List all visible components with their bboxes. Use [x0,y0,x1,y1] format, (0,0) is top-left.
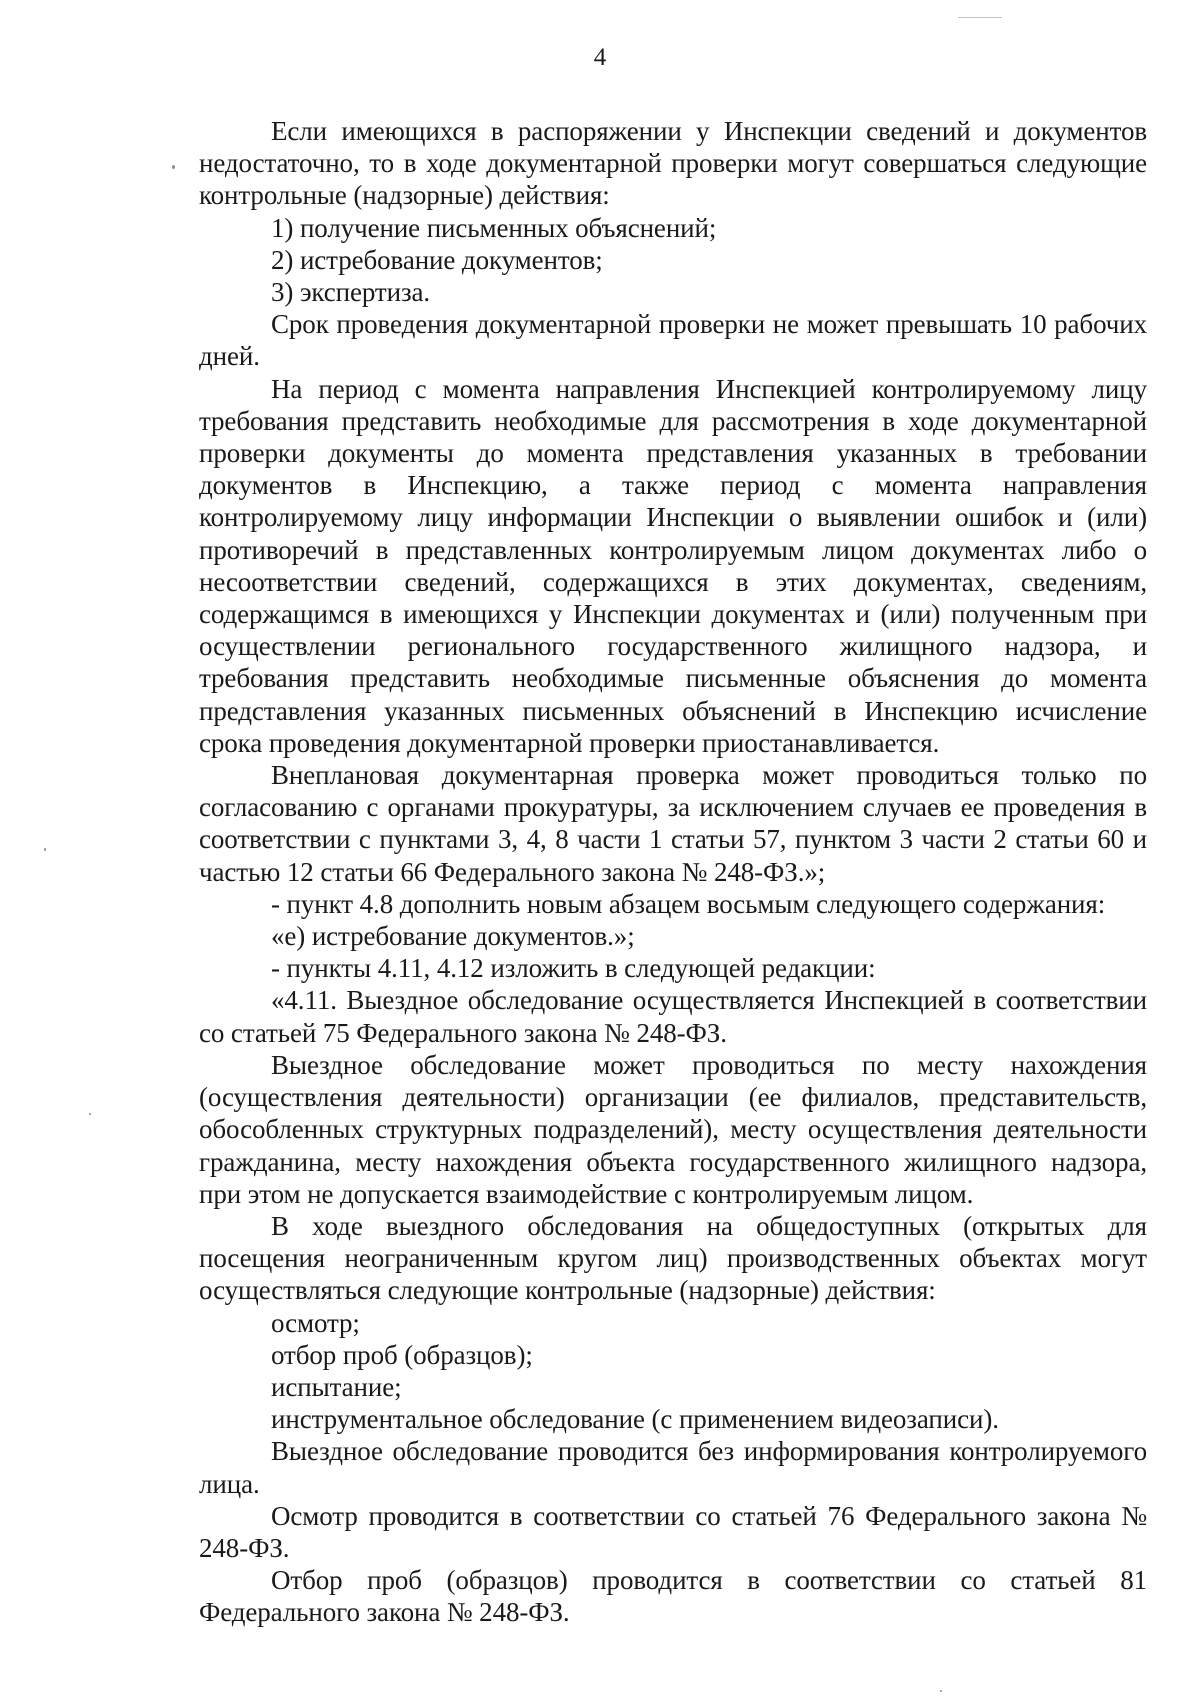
list-item: - пункт 4.8 дополнить новым абзацем восьмым следующего содержания: [271,888,1106,919]
paragraph: Внеплановая документарная проверка может проводиться только по согласованию с органами прокуратуры, за исключением случаев ее проведения в соответствии с пунктами 3, 4, 8 части 1 статьи 57, пунктом 3 части 2 статьи 60 и частью 12 статьи 66 Федерального закона № 248-ФЗ.»; [199,760,1147,887]
paragraph: Выездное обследование проводится без информирования контролируемого лица. [199,1436,1147,1499]
list-item: испытание; [271,1371,402,1402]
list-item: 3) экспертиза. [271,277,431,308]
paragraph: Осмотр проводится в соответствии со статьей 76 Федерального закона № 248-ФЗ. [199,1500,1147,1563]
paragraph: В ходе выездного обследования на общедоступных (открытых для посещения неограниченным кругом лиц) производственных объектах могут осуществляться следующие контрольные (надзорные) действия: [199,1210,1147,1306]
page-number: 4 [593,44,607,71]
document-body [199,115,1147,1629]
list-item: 1) получение письменных объяснений; [271,212,717,243]
list-item: осмотр; [271,1307,360,1338]
scan-artifact [172,165,175,169]
paragraph: Выездное обследование может проводиться по месту нахождения (осуществления деятельности) организации (ее филиалов, представительств, обособленных структурных подразделений), месту осуществления деятельности гражданина, месту нахождения объекта государственного жилищного надзора, при этом не допускается взаимодействие с контролируемым лицом. [199,1049,1147,1209]
scan-artifact [44,848,46,851]
scan-artifact [940,1690,942,1692]
paragraph: Если имеющихся в распоряжении у Инспекции сведений и документов недостаточно, то в ходе документарной проверки могут совершаться следующие контрольные (надзорные) действия: [199,116,1147,211]
list-item: - пункты 4.11, 4.12 изложить в следующей редакции: [271,953,876,984]
list-item: инструментальное обследование (с применением видеозаписи). [271,1404,999,1435]
list-item: 2) истребование документов; [271,244,603,275]
list-item: «е) истребование документов.»; [271,921,635,952]
paragraph: На период с момента направления Инспекцией контролируемому лицу требования представить необходимые для рассмотрения в ходе документарной проверки документы до момента представления указанных в требовании документов в Инспекцию, а также период с момента направления контролируемому лицу информации Инспекции о выявлении ошибок и (или) противоречий в представленных контролируемым лицом документах либо о несоответствии сведений, содержащихся в этих документах, сведениям, содержащимся в имеющихся у Инспекции документах и (или) полученным при осуществлении регионального государственного жилищного надзора, и требования представить необходимые письменные объяснения до момента представления указанных письменных объяснений в Инспекцию исчисление срока проведения документарной проверки приостанавливается. [199,373,1147,758]
scan-artifact [958,17,1002,18]
paragraph: Отбор проб (образцов) проводится в соответствии со статьей 81 Федерального закона № 248-ФЗ. [199,1565,1147,1628]
paragraph: Срок проведения документарной проверки не может превышать 10 рабочих дней. [199,309,1147,372]
list-item: отбор проб (образцов); [271,1339,533,1370]
scan-artifact [89,1113,91,1115]
paragraph: «4.11. Выездное обследование осуществляется Инспекцией в соответствии со статьей 75 Федерального закона № 248-ФЗ. [199,985,1147,1048]
